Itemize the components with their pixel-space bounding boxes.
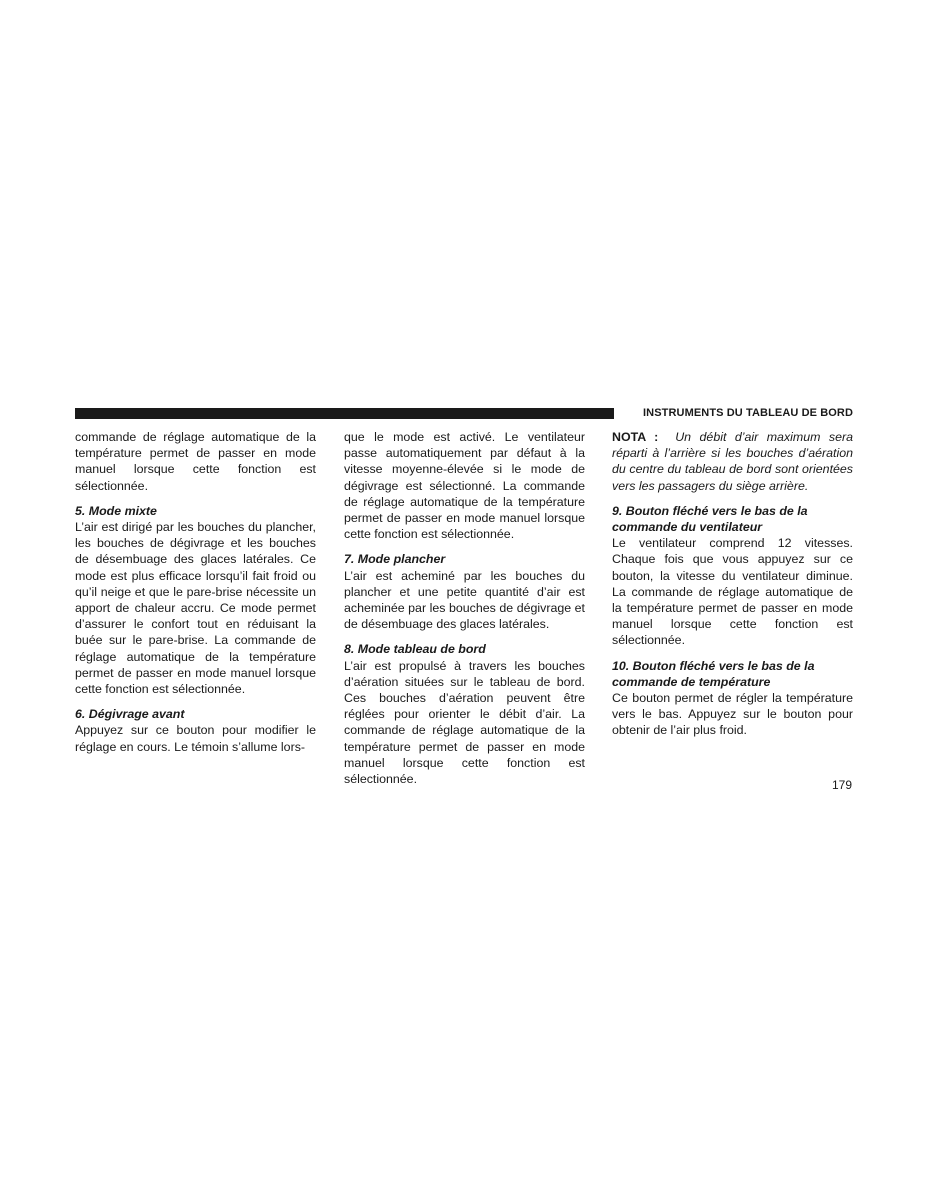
header-rule-end [608, 408, 614, 419]
paragraph: Ce bouton permet de régler la température vers le bas. Appuyez sur le bouton pour obtenir de l’air plus froid. [612, 691, 853, 738]
note-label: NOTA : [612, 430, 659, 444]
heading-bouton-temperature: 10. Bouton fléché vers le bas de la commande de température [612, 658, 815, 689]
paragraph: L’air est dirigé par les bouches du plancher, les bouches de dégivrage et les bouches de désembuage des glaces latérales. Ce mode est plus efficace lorsqu’il fait froid ou qu’il neige et que le pare-brise nécessite un apport de chaleur accru. Ce mode permet d’assurer le confort tout en réduisant la buée sur le pare-brise. La commande de réglage automatique de la température permet de passer en mode manuel lorsque cette fonction est sélectionnée. [75, 520, 316, 697]
column-right [612, 429, 853, 739]
heading-mode-mixte: 5. Mode mixte [75, 503, 157, 518]
heading-bouton-ventilateur: 9. Bouton fléché vers le bas de la commande du ventilateur [612, 503, 808, 535]
section-title: INSTRUMENTS DU TABLEAU DE BORD [643, 407, 853, 419]
note-text: Un débit d’air maximum sera réparti à l’arrière si les bouches d’aération du centre du tableau de bord sont orientées vers les passagers du siège arrière. [612, 430, 853, 493]
heading-mode-plancher: 7. Mode plancher [344, 552, 446, 567]
paragraph: L’air est propulsé à travers les bouches d’aération situées sur le tableau de bord. Ces bouches d’aération peuvent être réglées pour orienter le débit d’air. La commande de réglage automatique de la température permet de passer en mode manuel lorsque cette fonction est sélectionnée. [344, 658, 585, 787]
paragraph: que le mode est activé. Le ventilateur passe automatiquement par défaut à la vitesse moyenne-élevée si le mode de dégivrage est sélectionné. La commande de réglage automatique de la température permet de passer en mode manuel lorsque cette fonction est sélectionnée. [344, 430, 585, 542]
header-rule [75, 408, 613, 419]
paragraph: Appuyez sur ce bouton pour modifier le réglage en cours. Le témoin s’allume lors- [75, 723, 316, 754]
paragraph: Le ventilateur comprend 12 vitesses. Chaque fois que vous appuyez sur ce bouton, la vitesse du ventilateur diminue. La commande de réglage automatique de la température permet de passer en mode manuel lorsque cette fonction est sélectionnée. [612, 536, 853, 648]
paragraph: L’air est acheminé par les bouches du plancher et une petite quantité d’air est acheminée par les bouches de dégivrage et de désembuage des glaces latérales. [344, 568, 585, 632]
note [612, 429, 853, 494]
column-middle [344, 429, 585, 787]
paragraph: commande de réglage automatique de la température permet de passer en mode manuel lorsque cette fonction est sélectionnée. [75, 430, 316, 493]
heading-mode-tableau-de-bord: 8. Mode tableau de bord [344, 642, 486, 657]
page-number: 179 [831, 778, 852, 792]
column-left [75, 429, 316, 755]
heading-degivrage-avant: 6. Dégivrage avant [75, 707, 185, 722]
